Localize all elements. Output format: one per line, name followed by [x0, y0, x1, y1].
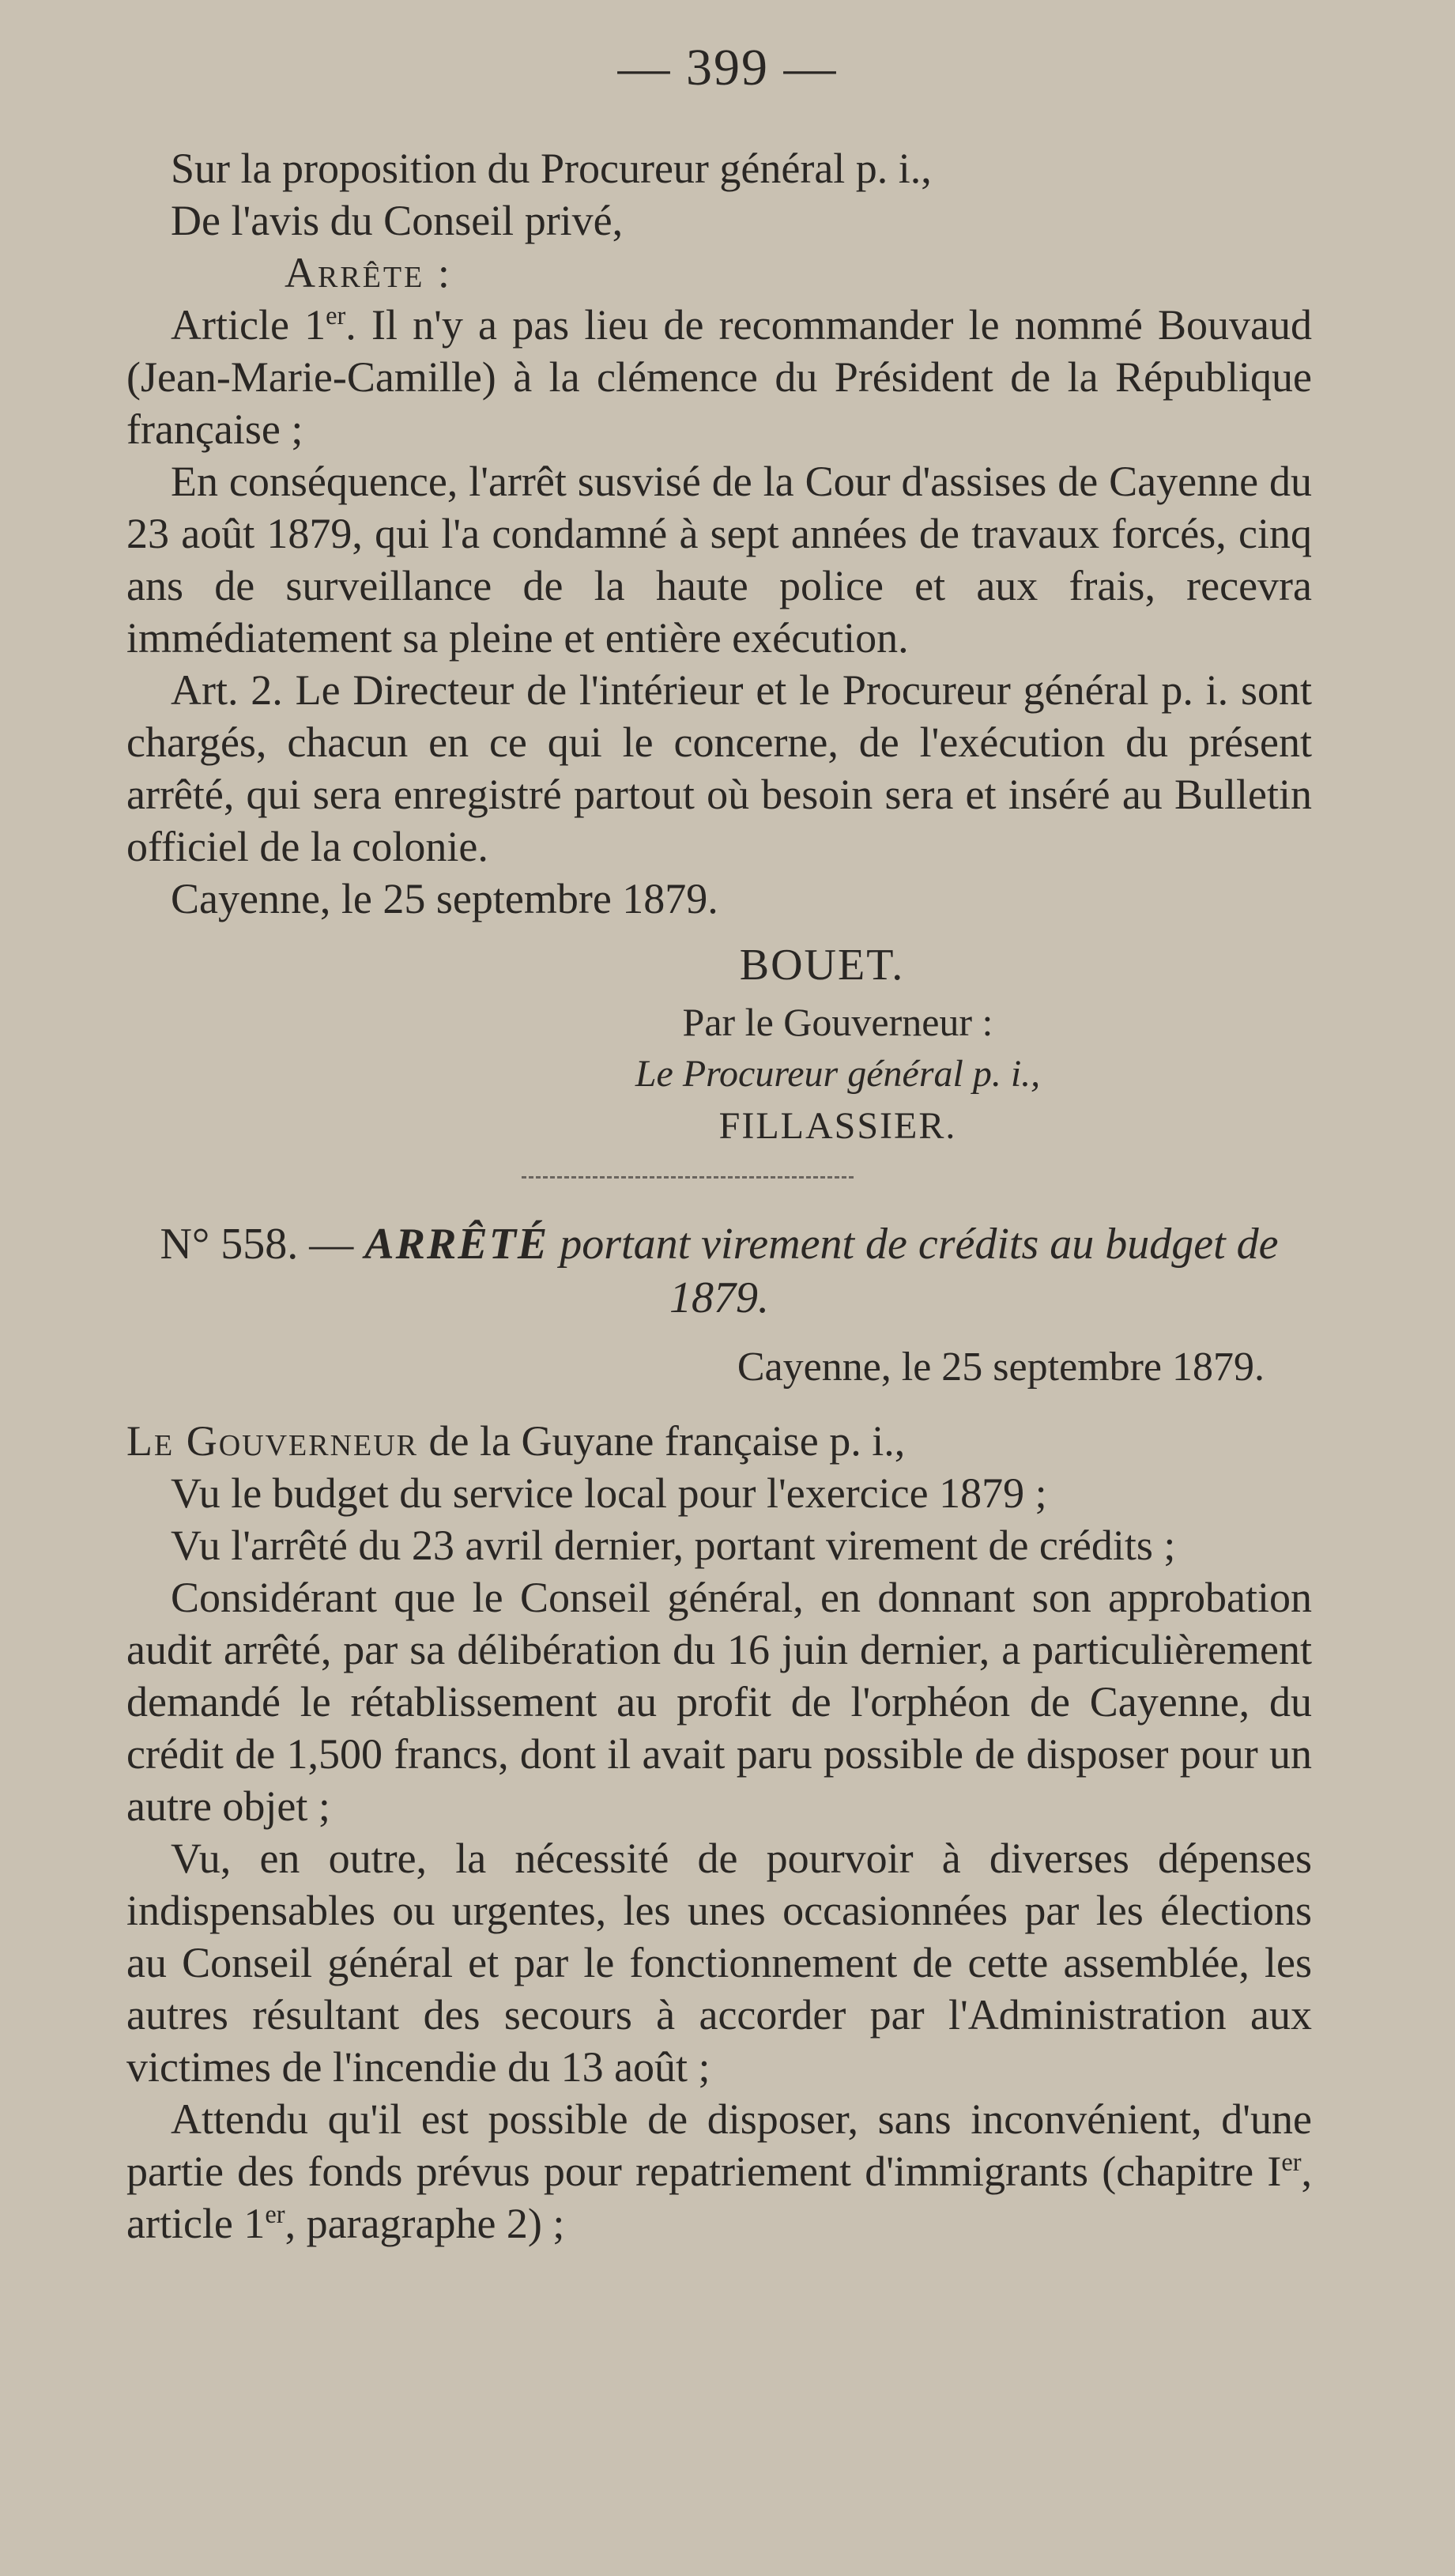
decree-title-text [364, 1220, 1278, 1322]
attendu-sup-2: er [265, 2201, 285, 2229]
signature-bouet: BOUET. [739, 941, 905, 990]
section-divider [522, 1176, 854, 1179]
signature-role: Le Procureur général p. i., [635, 1053, 1041, 1095]
considerant-arrete: Vu l'arrêté du 23 avril dernier, portant virement de crédits ; [171, 1522, 1176, 1569]
article-1-text: . Il n'y a pas lieu de recommander le nommé Bouvaud (Jean-Marie-Camille) à la clémence du Président de la République française ; [126, 301, 1312, 453]
preamble-council: De l'avis du Conseil privé, [171, 197, 624, 244]
article-1-sup: er [326, 302, 346, 330]
attendu-end: , paragraphe 2) ; [285, 2200, 565, 2247]
governor-rest: de la Guyane française p. i., [418, 1417, 906, 1465]
considerant-conseil: Considérant que le Conseil général, en donnant son approbation audit arrêté, par sa délibération du 16 juin dernier, a particulièrement demandé le rétablissement au profit de l'orphéon de Cayenne, du crédit de 1,500 francs, dont il avait paru possible de disposer pour un autre objet ; [126, 1574, 1312, 1830]
preamble-proposition: Sur la proposition du Procureur général p. i., [171, 145, 932, 192]
consequence-paragraph: En conséquence, l'arrêt susvisé de la Cour d'assises de Cayenne du 23 août 1879, qui l'a condamné à sept années de travaux forcés, cinq ans de surveillance de la haute police et aux frais, recevra immédiatement sa pleine et entière exécution. [126, 458, 1312, 662]
decree-date: Cayenne, le 25 septembre 1879. [737, 1345, 1265, 1390]
attendu-paragraph [126, 2093, 1312, 2250]
place-date: Cayenne, le 25 septembre 1879. [171, 875, 718, 922]
governor-line [126, 1415, 1312, 1467]
article-1 [126, 299, 1312, 455]
attendu-sup-1: er [1281, 2148, 1302, 2177]
governor-word: Le Gouverneur [126, 1417, 419, 1465]
considerant-depenses: Vu, en outre, la nécessité de pourvoir à diverses dépenses indispensables ou urgentes, les unes occasionnées par les élections au Conseil général et par le fonctionnement de cette assemblée, les autres résultant des secours à accorder par l'Administration aux victimes de l'incendie du 13 août ; [126, 1835, 1312, 2091]
attendu-mid: , article 1 [126, 2148, 1312, 2247]
signature-fillassier: FILLASSIER. [718, 1105, 957, 1147]
article-1-prefix: Article 1 [171, 301, 326, 349]
decree-title-strong: ARRÊTÉ [364, 1220, 549, 1269]
signature-by-governor: Par le Gouverneur : [682, 1000, 993, 1044]
article-2: Art. 2. Le Directeur de l'intérieur et le Procureur général p. i. sont chargés, chacun en ce qui le concerne, de l'exécution du présent arrêté, qui sera enregistré partout où besoin sera et inséré au Bulletin officiel de la colonie. [126, 666, 1312, 870]
decree-558-title [126, 1217, 1312, 1325]
attendu-start: Attendu qu'il est possible de disposer, sans inconvénient, d'une partie des fonds prévus pour repatriement d'immigrants (chapitre I [126, 2095, 1312, 2195]
considerant-budget: Vu le budget du service local pour l'exercice 1879 ; [171, 1469, 1047, 1517]
decree-number: N° 558. — [160, 1220, 365, 1269]
arrete-heading: Arrête : [285, 249, 452, 296]
decree-558-body [126, 1415, 1312, 2250]
page-number: — 399 — [617, 39, 838, 96]
decree-title-rest: portant virement de crédits au budget de 1879. [548, 1220, 1279, 1322]
decree-557-body [126, 142, 1312, 1152]
